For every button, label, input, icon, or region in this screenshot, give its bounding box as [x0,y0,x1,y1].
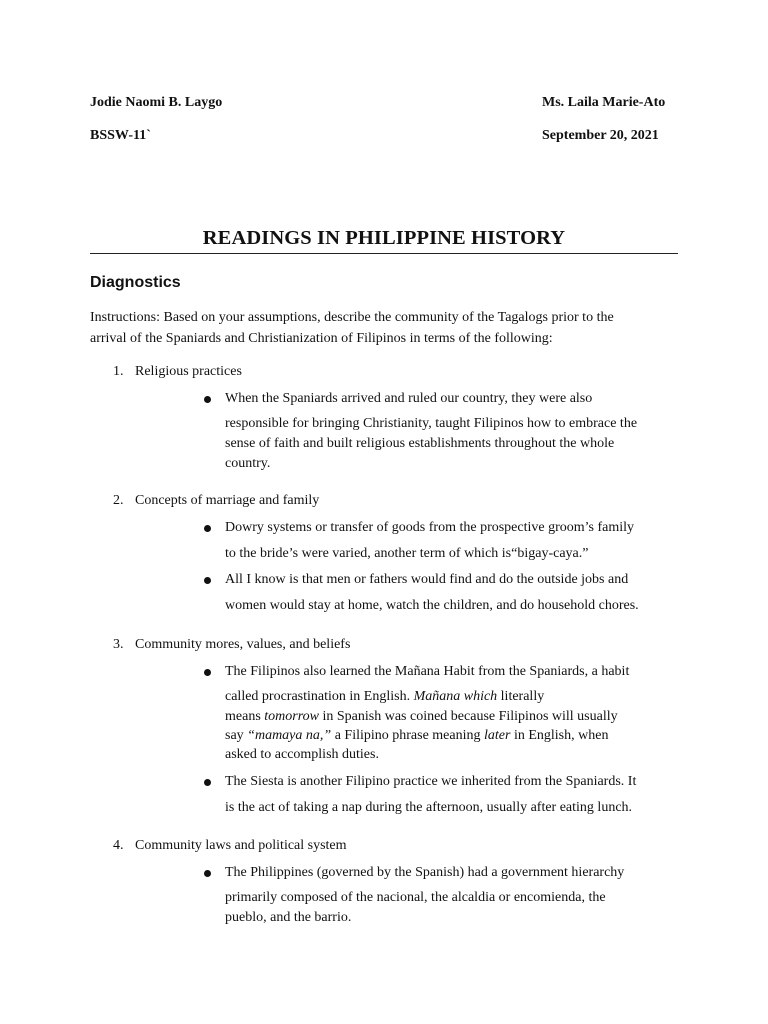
bullet-text-line [225,709,618,725]
bullet-text-line: sense of faith and built religious establishments throughout the whole [225,436,615,451]
bullet-text-line: All I know is that men or fathers would find and do the outside jobs and [225,572,629,587]
bullet-text-line [225,689,544,705]
text-run: in English, when [510,728,609,743]
bullet-icon [204,779,211,786]
bullet-text-line: women would stay at home, watch the children, and do household chores. [225,598,639,613]
bullet-icon [204,396,211,403]
bullet-text-line: asked to accomplish duties. [225,747,379,762]
bullet-icon [204,669,211,676]
bullet-text-line: The Filipinos also learned the Mañana Habit from the Spaniards, a habit [225,664,630,679]
item-number: 2. [113,493,124,508]
section-heading: Diagnostics [90,274,181,291]
bullet-text-line: country. [225,456,271,471]
item-label: Community mores, values, and beliefs [135,637,351,652]
instructions-line-1: Instructions: Based on your assumptions, describe the community of the Tagalogs prior to the [90,310,614,325]
bullet-icon [204,525,211,532]
text-run: say [225,728,248,743]
italic-term: tomorrow [264,709,319,724]
item-number: 1. [113,364,124,379]
bullet-text-line: Dowry systems or transfer of goods from the prospective groom’s family [225,520,635,535]
text-run: called procrastination in English. [225,689,414,704]
bullet-text-line: primarily composed of the nacional, the alcaldia or encomienda, the [225,890,606,905]
text-run: literally [497,689,545,704]
italic-term: “mamaya na,” [247,728,332,743]
page-title: READINGS IN PHILIPPINE HISTORY [202,227,566,249]
italic-term: Mañana which [413,689,498,704]
text-run: in Spanish was coined because Filipinos will usually [318,709,618,724]
item-number: 3. [113,637,124,652]
teacher-name: Ms. Laila Marie-Ato [542,95,666,110]
bullet-text-line: is the act of taking a nap during the afternoon, usually after eating lunch. [225,800,633,815]
item-label: Religious practices [135,364,242,379]
bullet-icon [204,870,211,877]
italic-term: later [484,728,511,743]
bullet-text-line: The Philippines (governed by the Spanish) had a government hierarchy [225,865,625,880]
date: September 20, 2021 [542,128,659,143]
bullet-text-line: pueblo, and the barrio. [225,910,352,925]
instructions-line-2: arrival of the Spaniards and Christianization of Filipinos in terms of the following: [90,331,553,346]
title-underline [90,253,678,254]
item-label: Concepts of marriage and family [135,493,320,508]
item-number: 4. [113,838,124,853]
bullet-text-line: to the bride’s were varied, another term of which is“bigay-caya.” [225,546,589,561]
bullet-icon [204,577,211,584]
bullet-text-line: When the Spaniards arrived and ruled our country, they were also [225,391,593,406]
bullet-text-line [225,728,608,744]
section-code: BSSW-11` [90,128,151,143]
text-run: a Filipino phrase meaning [331,728,484,743]
text-run: means [225,709,265,724]
bullet-text-line: The Siesta is another Filipino practice we inherited from the Spaniards. It [225,774,637,789]
student-name: Jodie Naomi B. Laygo [90,95,223,110]
item-label: Community laws and political system [135,838,347,853]
bullet-text-line: responsible for bringing Christianity, taught Filipinos how to embrace the [225,416,638,431]
